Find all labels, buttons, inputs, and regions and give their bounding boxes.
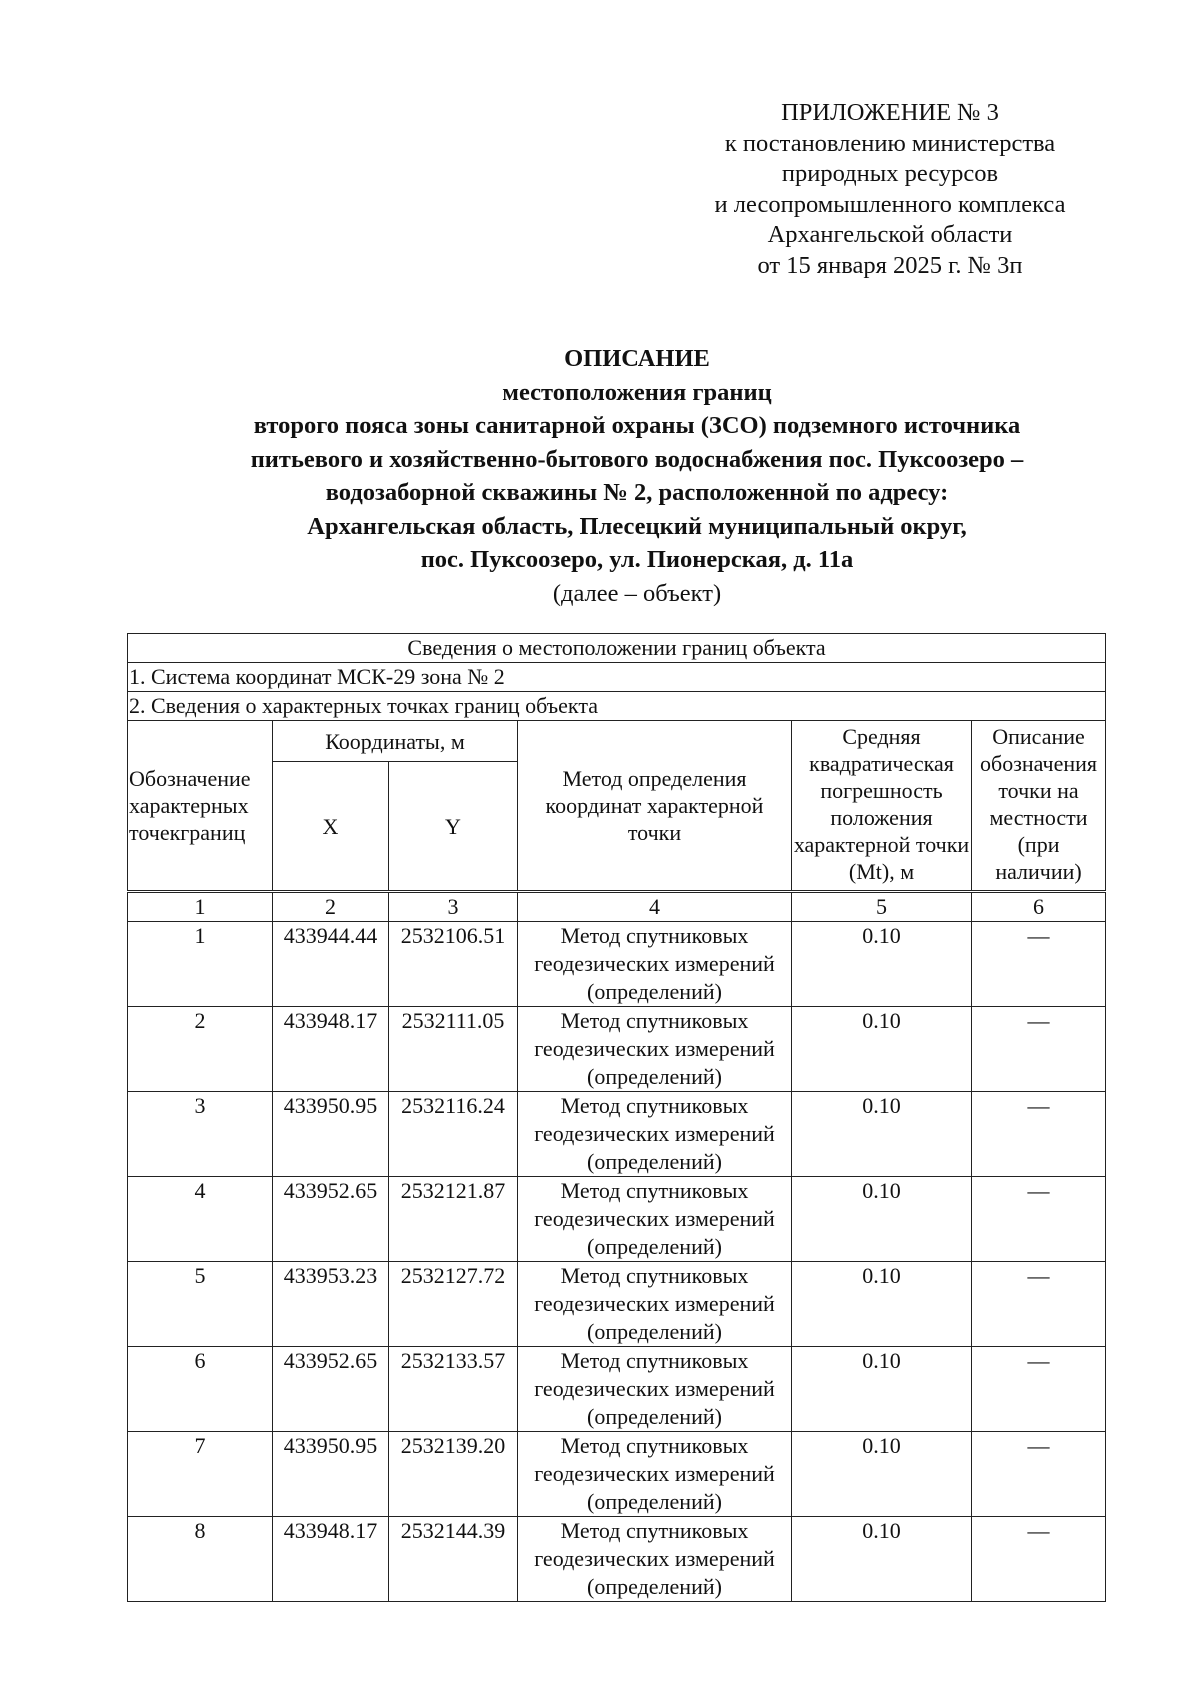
header-coords: Координаты, м — [273, 721, 518, 762]
title-line: питьевого и хозяйственно-бытового водоснабжения пос. Пуксоозеро – — [250, 445, 1024, 473]
point-number: 8 — [128, 1517, 273, 1602]
point-description: — — [972, 1432, 1106, 1517]
point-description: — — [972, 1262, 1106, 1347]
coord-y: 2532116.24 — [389, 1092, 518, 1177]
point-description: — — [972, 1347, 1106, 1432]
column-number: 1 — [128, 892, 273, 922]
coord-x: 433952.65 — [273, 1177, 389, 1262]
column-number: 5 — [792, 892, 972, 922]
mean-square-error: 0.10 — [792, 1007, 972, 1092]
table-row — [128, 1177, 1106, 1262]
column-number: 3 — [389, 892, 518, 922]
table-caption: Сведения о местоположении границ объекта — [128, 634, 1106, 663]
coord-y: 2532111.05 — [389, 1007, 518, 1092]
title-line: пос. Пуксоозеро, ул. Пионерская, д. 11а — [420, 546, 854, 573]
coord-y: 2532144.39 — [389, 1517, 518, 1602]
header-row — [128, 721, 1106, 762]
coord-x: 433948.17 — [273, 1007, 389, 1092]
point-number: 5 — [128, 1262, 273, 1347]
table-row — [128, 922, 1106, 1007]
points-caption: 2. Сведения о характерных точках границ объекта — [128, 692, 1106, 721]
header-description: Описание обозначения точки на местности (при наличии) — [972, 721, 1106, 892]
method: Метод спутниковых геодезических измерений (определений) — [518, 1432, 792, 1517]
mean-square-error: 0.10 — [792, 1262, 972, 1347]
coordinate-system: 1. Система координат МСК-29 зона № 2 — [128, 663, 1106, 692]
title-line: местоположения границ — [502, 378, 772, 406]
point-number: 7 — [128, 1432, 273, 1517]
table-row — [128, 1347, 1106, 1432]
coord-x: 433948.17 — [273, 1517, 389, 1602]
mean-square-error: 0.10 — [792, 922, 972, 1007]
point-number: 2 — [128, 1007, 273, 1092]
coord-x: 433952.65 — [273, 1347, 389, 1432]
column-number: 4 — [518, 892, 792, 922]
coord-x: 433944.44 — [273, 922, 389, 1007]
method: Метод спутниковых геодезических измерений (определений) — [518, 1092, 792, 1177]
column-number: 6 — [972, 892, 1106, 922]
point-description: — — [972, 922, 1106, 1007]
point-description: — — [972, 1007, 1106, 1092]
method: Метод спутниковых геодезических измерений (определений) — [518, 1517, 792, 1602]
coord-y: 2532106.51 — [389, 922, 518, 1007]
header-y: Y — [389, 762, 518, 892]
title-note: (далее – объект) — [552, 579, 722, 607]
coord-y: 2532133.57 — [389, 1347, 518, 1432]
mean-square-error: 0.10 — [792, 1092, 972, 1177]
header-x: X — [273, 762, 389, 892]
point-number: 4 — [128, 1177, 273, 1262]
title-line: водозаборной скважины № 2, расположенной по адресу: — [325, 479, 949, 506]
header-designation: Обозначение характерных точекграниц — [128, 721, 273, 892]
method: Метод спутниковых геодезических измерений (определений) — [518, 922, 792, 1007]
method: Метод спутниковых геодезических измерений (определений) — [518, 1347, 792, 1432]
document-title — [100, 342, 1174, 610]
coord-y: 2532127.72 — [389, 1262, 518, 1347]
point-description: — — [972, 1177, 1106, 1262]
table-row — [128, 1262, 1106, 1347]
appendix-line: и лесопромышленного комплекса — [714, 190, 1066, 218]
table-caption-row — [128, 634, 1106, 663]
appendix-line: ПРИЛОЖЕНИЕ № 3 — [781, 99, 999, 126]
table-row — [128, 1007, 1106, 1092]
method: Метод спутниковых геодезических измерений (определений) — [518, 1177, 792, 1262]
header-method: Метод определения координат характерной точки — [518, 721, 792, 892]
appendix-line: от 15 января 2025 г. № 3п — [757, 251, 1023, 279]
point-number: 1 — [128, 922, 273, 1007]
method: Метод спутниковых геодезических измерений (определений) — [518, 1262, 792, 1347]
appendix-line: природных ресурсов — [781, 160, 999, 187]
column-numbers-row — [128, 892, 1106, 922]
coord-y: 2532139.20 — [389, 1432, 518, 1517]
coordinate-system-row — [128, 663, 1106, 692]
column-number: 2 — [273, 892, 389, 922]
appendix-line: к постановлению министерства — [724, 129, 1056, 157]
mean-square-error: 0.10 — [792, 1517, 972, 1602]
table-row — [128, 1432, 1106, 1517]
table-row — [128, 1092, 1106, 1177]
method: Метод спутниковых геодезических измерений (определений) — [518, 1007, 792, 1092]
coord-x: 433950.95 — [273, 1432, 389, 1517]
table-row — [128, 1517, 1106, 1602]
coord-x: 433950.95 — [273, 1092, 389, 1177]
mean-square-error: 0.10 — [792, 1432, 972, 1517]
coord-y: 2532121.87 — [389, 1177, 518, 1262]
point-number: 6 — [128, 1347, 273, 1432]
title-line: Архангельская область, Плесецкий муниципальный округ, — [307, 512, 967, 540]
mean-square-error: 0.10 — [792, 1177, 972, 1262]
appendix-header — [680, 98, 1100, 281]
title-heading: ОПИСАНИЕ — [564, 345, 710, 372]
point-description: — — [972, 1517, 1106, 1602]
mean-square-error: 0.10 — [792, 1347, 972, 1432]
title-line: второго пояса зоны санитарной охраны (ЗСО) подземного источника — [253, 412, 1021, 439]
appendix-line: Архангельской области — [767, 221, 1013, 248]
point-number: 3 — [128, 1092, 273, 1177]
point-description: — — [972, 1092, 1106, 1177]
header-error: Средняя квадратическая погрешность положения характерной точки (Mt), м — [792, 721, 972, 892]
boundary-points-table — [127, 633, 1106, 1602]
coord-x: 433953.23 — [273, 1262, 389, 1347]
points-caption-row — [128, 692, 1106, 721]
